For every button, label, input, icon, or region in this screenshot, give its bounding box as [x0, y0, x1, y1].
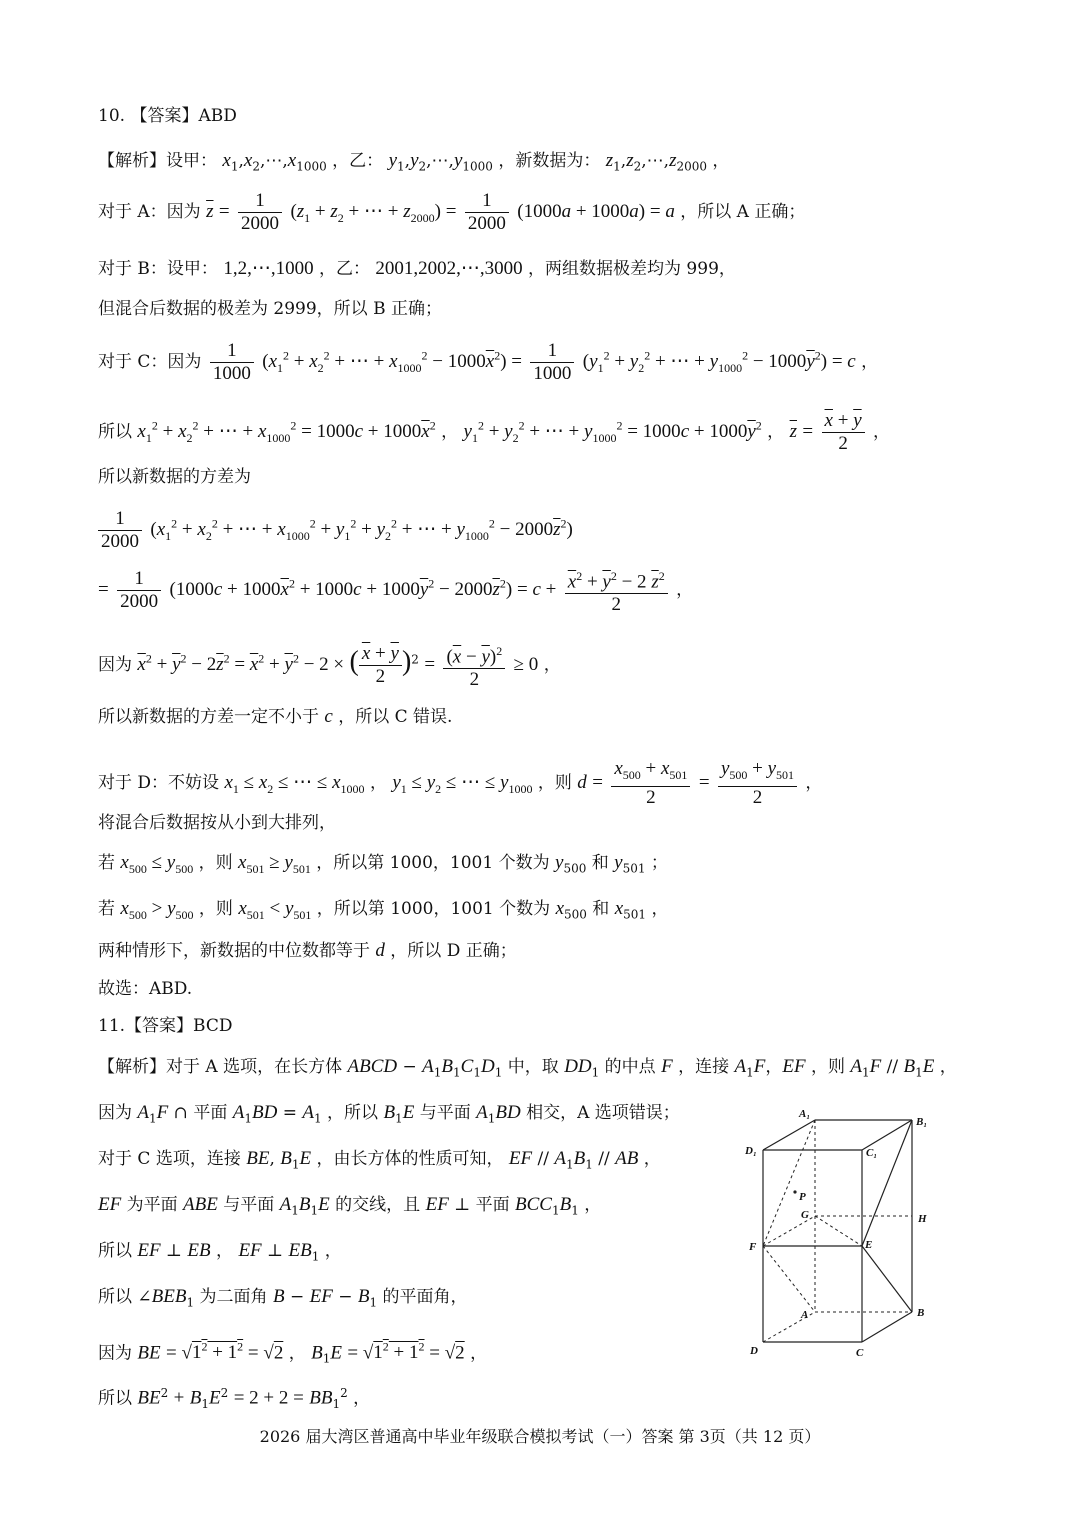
label-b1: B₁: [916, 1116, 928, 1128]
hidden-segment-ge: [815, 1216, 862, 1246]
page-footer: 2026 届大湾区普通高中毕业年级联合模拟考试（一）答案 第 3页（共 12 页）: [259, 1427, 821, 1446]
analysis-label: 【解析】: [98, 151, 166, 171]
q11-header: 11.【答案】BCD: [98, 1016, 233, 1036]
label-c1: C₁: [866, 1147, 878, 1159]
q11-line-6: 所以 $\angle BEB_1$ 为二面角 B − EF − $B_1$ 的平面角，: [98, 1286, 468, 1310]
q10-option-c-3: 所以新数据的方差为: [98, 467, 251, 487]
edge-c-b: [862, 1312, 912, 1342]
q10-option-b-1: 对于 B：设甲： 1,2,⋯,1000 ，乙： 2001,2002,⋯,3000 ，两组数据极差均为 999，: [98, 258, 736, 279]
q11-line-5: 所以 EF ⊥ EB ， EF ⊥ $EB_1$ ，: [98, 1240, 342, 1264]
label-p: P: [799, 1191, 806, 1203]
q11-line-4: EF 为平面 ABE 与平面 $A_1B_1E$ 的交线，且 EF ⊥ 平面 $BCC_1B_1$ ，: [98, 1194, 602, 1218]
q10-option-c-7: 所以新数据的方差一定不小于 c ，所以 C 错误.: [98, 706, 453, 727]
q10-header: 10. 【答案】ABD: [98, 106, 237, 126]
q10-option-a: 对于 A：因为 $\overline{z}$ = $\frac{1}{2000}$ ($z_1 + z_2$ + ⋯ + $z_{2000}$) = $\frac{1}{2000}$ (1000a + 1000a) = a ，所以 A 正确；: [98, 190, 806, 234]
q10-setup: 【解析】设甲： $x_1,x_2,\cdots,x_{1000}$ ，乙： $y_1,y_2,\cdots,y_{1000}$ ，新数据为： $z_1,z_2,\cdots,z_{2000}$ ，: [98, 150, 730, 174]
label-a1: A₁: [799, 1108, 811, 1120]
label-b: B: [917, 1307, 925, 1319]
q11-line-2: 因为 $A_1F$ ∩ 平面 $A_1BD = A_1$ ，所以 $B_1E$ 与平面 $A_1BD$ 相交，A 选项错误；: [98, 1102, 680, 1126]
label-f: F: [749, 1241, 757, 1253]
label-h: H: [918, 1213, 927, 1225]
label-g: G: [801, 1209, 809, 1221]
q10-option-d-1: 对于 D：不妨设 $x_1 \le x_2$ ≤ ⋯ ≤ $x_{1000}$ ， $y_1 \le y_2$ ≤ ⋯ ≤ $y_{1000}$ ，则 d = $\frac{x_{500} + x_{501}}{2}$ = $\frac{y_{500} + y_{501}}{2}$ ，: [98, 758, 823, 808]
q10-option-d-2: 将混合后数据按从小到大排列，: [98, 813, 336, 833]
q10-choice: 故选：ABD.: [98, 979, 193, 999]
q10-option-c-1: 对于 C：因为 $\frac{1}{1000}$ ($x_1^2 + x_2^2$ + ⋯ + $x_{1000}^2 - 1000\overline{x}^2$) = $\frac{1}{1000}$ ($y_1^2 + y_2^2$ + ⋯ + $y_{1000}^2 - 1000\overline{y}^2) = c$ ，: [98, 340, 879, 384]
label-e: E: [865, 1239, 873, 1251]
q10-option-d-3: 若 $x_{500} \le y_{500}$ ，则 $x_{501} \ge y_{501}$ ，所以第 1000，1001 个数为 $y_{500}$ 和 $y_{501}$ ；: [98, 852, 668, 876]
segment-eb: [862, 1246, 912, 1312]
label-d1: D₁: [745, 1145, 757, 1157]
edge-d1-a1: [763, 1120, 815, 1150]
segment-b1e: [862, 1120, 912, 1246]
hidden-segment-fa: [763, 1246, 815, 1312]
q11-line-8: 所以 $BE^2 + B_1E^2 = 2 + 2 = BB_1^2$ ，: [98, 1386, 371, 1412]
label-a: A: [801, 1309, 809, 1321]
label-d: D: [750, 1345, 758, 1357]
q10-option-d-4: 若 $x_{500} > y_{500}$ ，则 $x_{501} < y_{501}$ ，所以第 1000，1001 个数为 $x_{500}$ 和 $x_{501}$ ，: [98, 898, 669, 922]
q11-line-1: 【解析】对于 A 选项，在长方体 ABCD − $A_1B_1C_1D_1$ 中，取 $DD_1$ 的中点 F ，连接 $A_1F$，EF ，则 $A_1F // B_1E$ ，: [98, 1056, 957, 1080]
q11-line-3: 对于 C 选项，连接 BE, $B_1E$ ，由长方体的性质可知， EF // $A_1B_1$ // AB ，: [98, 1148, 661, 1172]
point-p: [793, 1190, 796, 1193]
label-c: C: [856, 1347, 864, 1359]
q10-option-c-2: 所以 $x_1^2 + x_2^2$ + ⋯ + $x_{1000}^2 = 1000c + 1000\overline{x}^2$ ， $y_1^2 + y_2^2$ + ⋯ + $y_{1000}^2 = 1000c + 1000\overline{y}^2$ ， $\overline{z}$ = $\frac{\overline{x} + \overline{y}}{2}$ ，: [98, 410, 891, 454]
hidden-segment-a1f: [763, 1120, 815, 1246]
q11-line-7: 因为 BE = $√1^2 + 1^2 = √2$ ， $B_1E = √1^2 + 1^2 = √2$ ，: [98, 1340, 488, 1366]
q10-option-c-5: = $\frac{1}{2000}$ $(1000c + 1000\overline{x}^2 + 1000c + 1000\overline{y}^2 - 2000\overline{z}^2) = c$ + $\frac{\overline{x}^2 + \overline{y}^2 - 2 \overline{z}^2}{2}$ ，: [98, 568, 694, 616]
q10-option-c-6: 因为 $\overline{x}^2 + \overline{y}^2 - 2\overline{z}^2 = \overline{x}^2 + \overline{y}^2 - 2$ × ( $\frac{\overline{x} + \overline{y}}{2}$ )$^2$ = $\frac{(\overline{x} - \overline{y})^2}{2}$ ≥ 0 ，: [98, 643, 561, 691]
edge-c1-b1: [862, 1120, 912, 1150]
cuboid-figure: [745, 1100, 945, 1362]
q10-option-c-4: $\frac{1}{2000}$ ($x_1^2 + x_2^2$ + ⋯ + $x_{1000}^2 + y_1^2 + y_2^2$ + ⋯ + $y_{1000}^2 - 2000\overline{z}^2$): [98, 508, 573, 553]
q10-option-d-5: 两种情形下，新数据的中位数都等于 d ，所以 D 正确；: [98, 940, 517, 961]
q10-option-b-2: 但混合后数据的极差为 2999，所以 B 正确；: [98, 299, 442, 319]
